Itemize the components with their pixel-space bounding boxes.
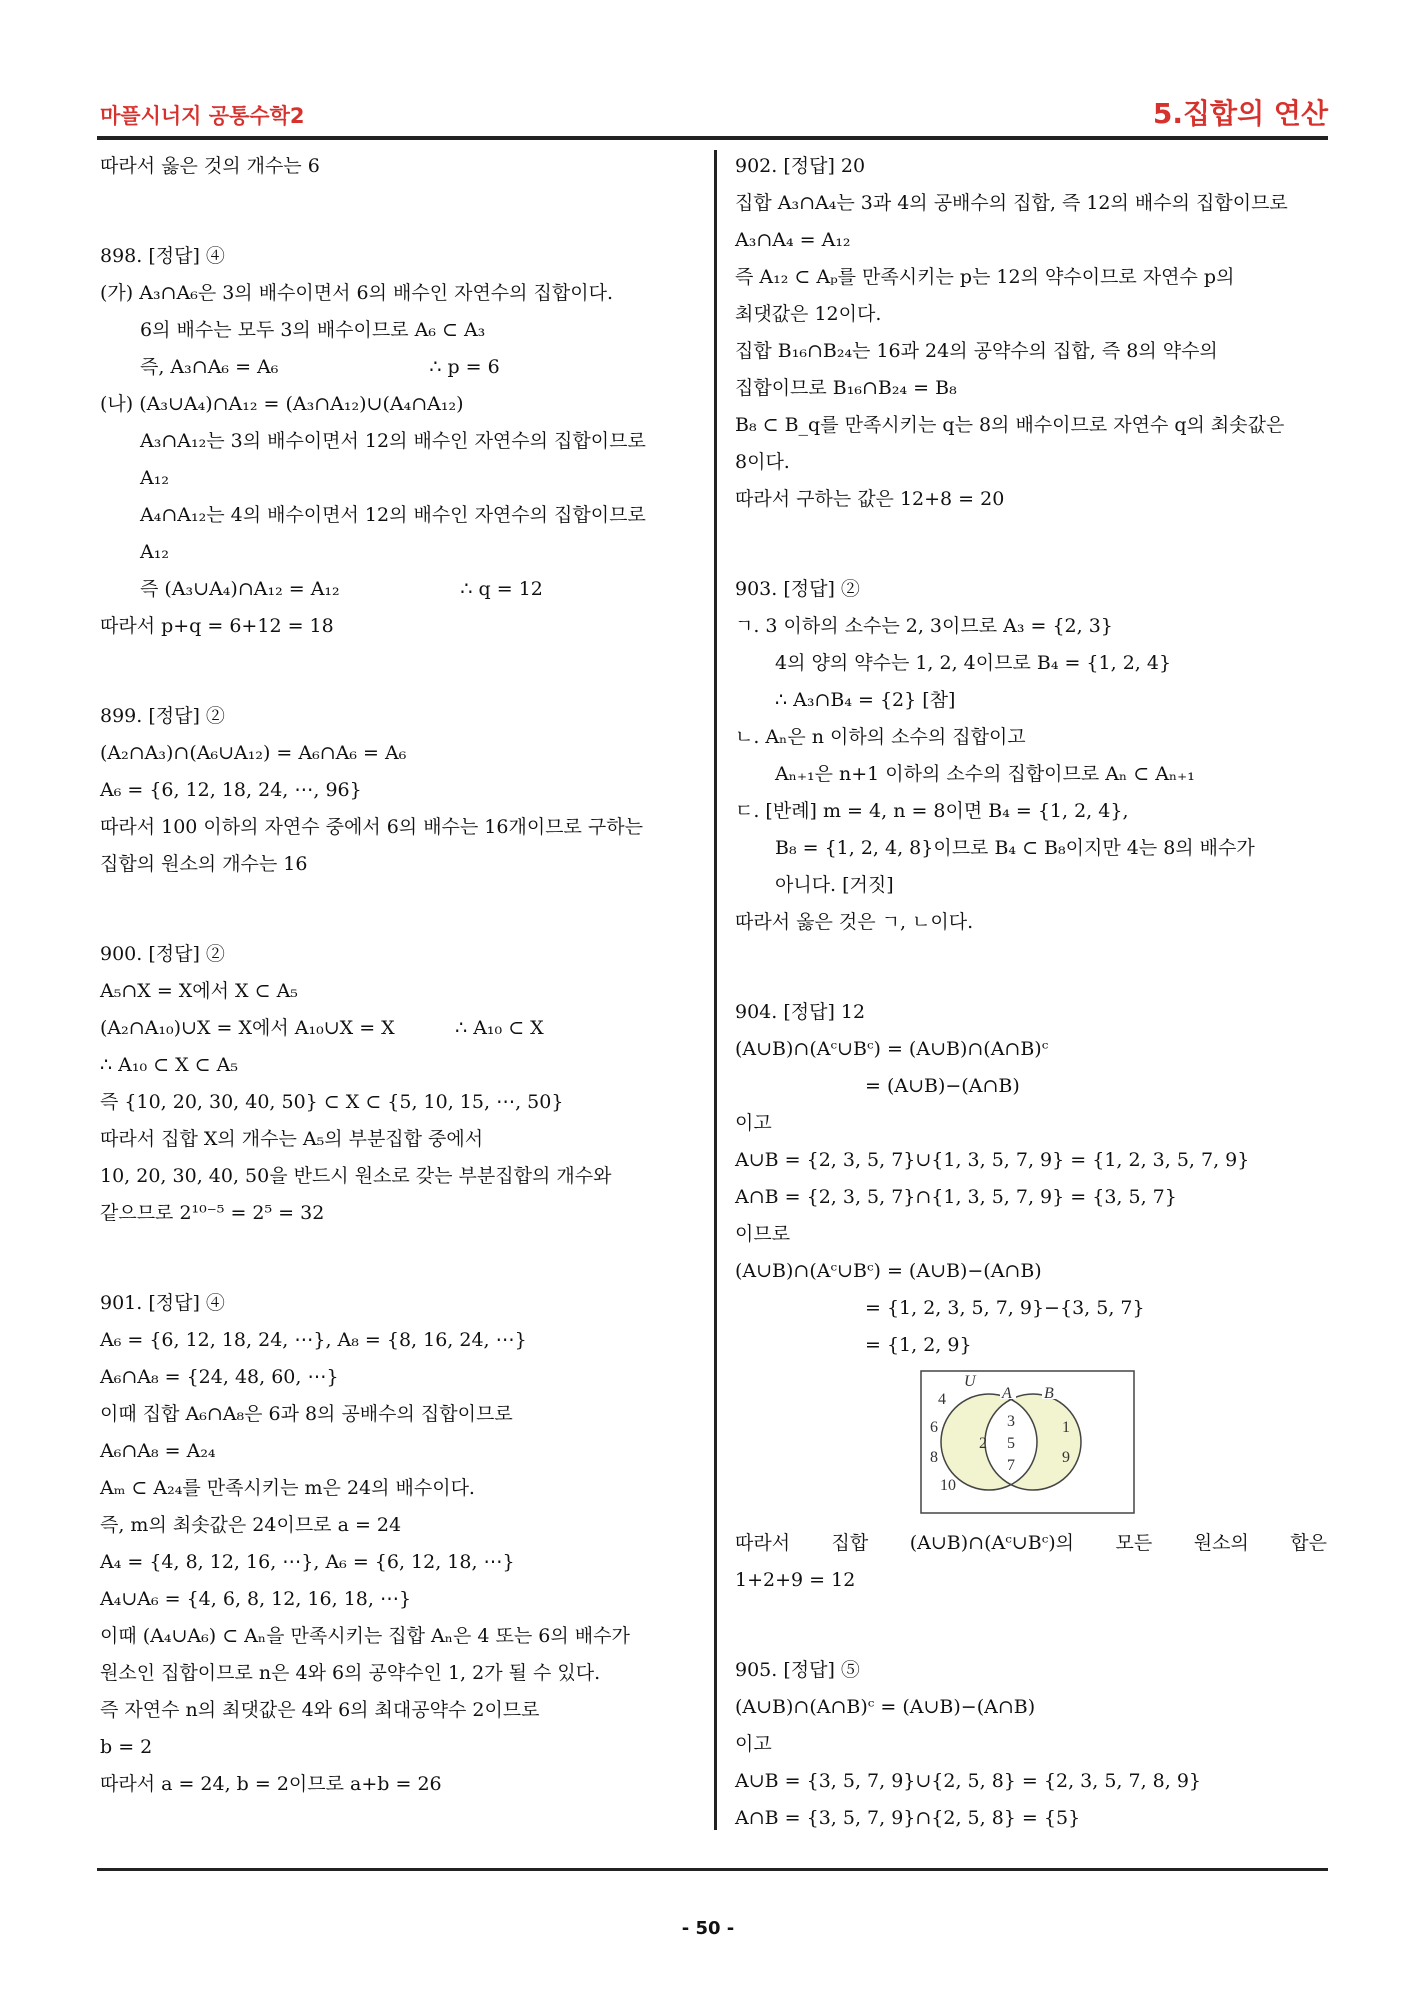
conclusion-word: (A∪B)∩(Aᶜ∪Bᶜ)의 (909, 1532, 1075, 1554)
solution-line: ㄴ. Aₙ은 n 이하의 소수의 집합이고 (735, 726, 1026, 748)
venn-element: 6 (930, 1419, 938, 1436)
solution-line: 즉 (A₃∪A₄)∩A₁₂ = A₁₂ ∴ q = 12 (140, 578, 543, 600)
solution-line: A₄∪A₆ = {4, 6, 8, 12, 16, 18, ⋯} (100, 1588, 412, 1610)
venn-element: 5 (1007, 1435, 1015, 1452)
solution-line: 즉 자연수 n의 최댓값은 4와 6의 최대공약수 2이므로 (100, 1699, 540, 1721)
problem-898-heading: 898. [정답] ④ (100, 245, 225, 267)
solution-line: ∴ A₁₀ ⊂ X ⊂ A₅ (100, 1054, 238, 1076)
conclusion-word: 따라서 (735, 1532, 791, 1554)
solution-line: A∩B = {2, 3, 5, 7}∩{1, 3, 5, 7, 9} = {3, 5, 7} (735, 1186, 1177, 1208)
conclusion-word: 집합 (831, 1532, 869, 1554)
solution-line: 집합이므로 B₁₆∩B₂₄ = B₈ (735, 377, 957, 399)
problem-901-heading: 901. [정답] ④ (100, 1292, 225, 1314)
solution-line: A∩B = {3, 5, 7, 9}∩{2, 5, 8} = {5} (735, 1807, 1081, 1829)
solution-line: b = 2 (100, 1736, 153, 1758)
solution-line: 아니다. [거짓] (775, 874, 894, 896)
solution-line: A₆ = {6, 12, 18, 24, ⋯, 96} (100, 779, 362, 801)
problem-904-heading: 904. [정답] 12 (735, 1001, 866, 1023)
solution-line: A₁₂ (140, 467, 169, 489)
set-b-label: B (1044, 1385, 1054, 1402)
left-column (100, 148, 685, 1803)
solution-line: (나) (A₃∪A₄)∩A₁₂ = (A₃∩A₁₂)∪(A₄∩A₁₂) (100, 393, 464, 415)
solution-line: ∴ A₃∩B₄ = {2} [참] (775, 689, 956, 711)
footer-rule (97, 1868, 1328, 1871)
solution-line: 10, 20, 30, 40, 50을 반드시 원소로 갖는 부분집합의 개수와 (100, 1165, 612, 1187)
problem-903-heading: 903. [정답] ② (735, 578, 860, 600)
venn-element: 4 (938, 1391, 946, 1408)
solution-line: 집합 B₁₆∩B₂₄는 16과 24의 공약수의 집합, 즉 8의 약수의 (735, 340, 1218, 362)
solution-line: A∪B = {2, 3, 5, 7}∪{1, 3, 5, 7, 9} = {1, 2, 3, 5, 7, 9} (735, 1149, 1250, 1171)
solution-line: A₃∩A₁₂는 3의 배수이면서 12의 배수인 자연수의 집합이므로 (140, 430, 646, 452)
solution-line: 원소인 집합이므로 n은 4와 6의 공약수인 1, 2가 될 수 있다. (100, 1662, 601, 1684)
solution-line: B₈ ⊂ B_q를 만족시키는 q는 8의 배수이므로 자연수 q의 최솟값은 (735, 414, 1285, 436)
conclusion-word: 합은 (1290, 1532, 1327, 1554)
solution-line: 이고 (735, 1733, 772, 1755)
solution-line: 즉, A₃∩A₆ = A₆ ∴ p = 6 (140, 356, 500, 378)
solution-line: (A∪B)∩(A∩B)ᶜ = (A∪B)−(A∩B) (735, 1696, 1036, 1718)
solution-line: = {1, 2, 9} (865, 1334, 972, 1356)
solution-line: (A₂∩A₁₀)∪X = X에서 A₁₀∪X = X ∴ A₁₀ ⊂ X (100, 1017, 544, 1039)
venn-element: 8 (930, 1449, 938, 1466)
solution-line: B₈ = {1, 2, 4, 8}이므로 B₄ ⊂ B₈이지만 4는 8의 배수가 (775, 837, 1255, 859)
solution-line: Aₙ₊₁은 n+1 이하의 소수의 집합이므로 Aₙ ⊂ Aₙ₊₁ (775, 763, 1195, 785)
venn-element: 9 (1062, 1449, 1070, 1466)
solution-line: = {1, 2, 3, 5, 7, 9}−{3, 5, 7} (865, 1297, 1145, 1319)
solution-line: 따라서 집합 X의 개수는 A₅의 부분집합 중에서 (100, 1128, 484, 1150)
solution-line: A₄ = {4, 8, 12, 16, ⋯}, A₆ = {6, 12, 18, ⋯} (100, 1551, 515, 1573)
solution-line: 이므로 (735, 1223, 791, 1245)
solution-line: A∪B = {3, 5, 7, 9}∪{2, 5, 8} = {2, 3, 5, 7, 8, 9} (735, 1770, 1201, 1792)
venn-element: 7 (1007, 1457, 1015, 1474)
chapter-title: 5.집합의 연산 (1152, 97, 1328, 130)
page-number: - 50 - (681, 1918, 735, 1939)
venn-element: 2 (979, 1435, 987, 1452)
solution-line: ㄷ. [반례] m = 4, n = 8이면 B₄ = {1, 2, 4}, (735, 800, 1129, 822)
solution-line: A₅∩X = X에서 X ⊂ A₅ (100, 980, 298, 1002)
solution-line: 따라서 옳은 것은 ㄱ, ㄴ이다. (735, 911, 974, 933)
solution-line: A₁₂ (140, 541, 169, 563)
solution-line: = (A∪B)−(A∩B) (865, 1075, 1020, 1097)
solution-line: 최댓값은 12이다. (735, 303, 882, 325)
header-rule (97, 136, 1328, 140)
problem-900-heading: 900. [정답] ② (100, 943, 225, 965)
solution-line: A₆∩A₈ = {24, 48, 60, ⋯} (100, 1366, 339, 1388)
solution-line: 따라서 100 이하의 자연수 중에서 6의 배수는 16개이므로 구하는 (100, 816, 643, 838)
universe-label: U (964, 1373, 976, 1390)
solution-line: 이때 집합 A₆∩A₈은 6과 8의 공배수의 집합이므로 (100, 1403, 513, 1425)
solution-line: 집합 A₃∩A₄는 3과 4의 공배수의 집합, 즉 12의 배수의 집합이므로 (735, 192, 1288, 214)
solution-line: 따라서 구하는 값은 12+8 = 20 (735, 488, 1005, 510)
venn-element: 10 (940, 1477, 956, 1494)
intro-line: 따라서 옳은 것의 개수는 6 (100, 155, 320, 177)
book-title: 마플시너지 공통수학2 (100, 104, 305, 128)
conclusion-result: 1+2+9 = 12 (735, 1569, 856, 1591)
venn-element: 1 (1062, 1419, 1070, 1436)
solution-line: 8이다. (735, 451, 790, 473)
solution-line: 즉 A₁₂ ⊂ Aₚ를 만족시키는 p는 12의 약수이므로 자연수 p의 (735, 266, 1235, 288)
solution-line: (A₂∩A₃)∩(A₆∪A₁₂) = A₆∩A₆ = A₆ (100, 742, 407, 764)
conclusion-line (735, 1525, 1327, 1562)
solution-line: 같으므로 2¹⁰⁻⁵ = 2⁵ = 32 (100, 1202, 325, 1224)
conclusion-word: 원소의 (1193, 1532, 1249, 1554)
solution-line: (가) A₃∩A₆은 3의 배수이면서 6의 배수인 자연수의 집합이다. (100, 282, 613, 304)
solution-line: 따라서 a = 24, b = 2이므로 a+b = 26 (100, 1773, 442, 1795)
problem-899-heading: 899. [정답] ② (100, 705, 225, 727)
solution-line: (A∪B)∩(Aᶜ∪Bᶜ) = (A∪B)∩(A∩B)ᶜ (735, 1038, 1049, 1060)
solution-line: Aₘ ⊂ A₂₄를 만족시키는 m은 24의 배수이다. (100, 1477, 475, 1499)
solution-line: 4의 양의 약수는 1, 2, 4이므로 B₄ = {1, 2, 4} (775, 652, 1172, 674)
solution-line: A₆ = {6, 12, 18, 24, ⋯}, A₈ = {8, 16, 24, ⋯} (100, 1329, 527, 1351)
solution-line: 따라서 p+q = 6+12 = 18 (100, 615, 334, 637)
venn-diagram (920, 1370, 1135, 1514)
solution-line: (A∪B)∩(Aᶜ∪Bᶜ) = (A∪B)−(A∩B) (735, 1260, 1042, 1282)
solution-line: A₃∩A₄ = A₁₂ (735, 229, 851, 251)
problem-905-heading: 905. [정답] ⑤ (735, 1659, 860, 1681)
conclusion-word: 모든 (1115, 1532, 1153, 1554)
solution-line: 이고 (735, 1112, 772, 1134)
solution-line: 즉, m의 최솟값은 24이므로 a = 24 (100, 1514, 402, 1536)
solution-line: A₄∩A₁₂는 4의 배수이면서 12의 배수인 자연수의 집합이므로 (140, 504, 646, 526)
problem-902-heading: 902. [정답] 20 (735, 155, 866, 177)
solution-line: ㄱ. 3 이하의 소수는 2, 3이므로 A₃ = {2, 3} (735, 615, 1113, 637)
solution-line: 즉 {10, 20, 30, 40, 50} ⊂ X ⊂ {5, 10, 15, ⋯, 50} (100, 1091, 564, 1113)
venn-element: 3 (1007, 1413, 1015, 1430)
solution-line: 6의 배수는 모두 3의 배수이므로 A₆ ⊂ A₃ (140, 319, 486, 341)
column-divider (714, 150, 717, 1830)
solution-line: 집합의 원소의 개수는 16 (100, 853, 308, 875)
set-a-label: A (1002, 1385, 1012, 1402)
right-column (735, 148, 1327, 1837)
solution-line: A₆∩A₈ = A₂₄ (100, 1440, 216, 1462)
solution-line: 이때 (A₄∪A₆) ⊂ Aₙ을 만족시키는 집합 Aₙ은 4 또는 6의 배수가 (100, 1625, 630, 1647)
